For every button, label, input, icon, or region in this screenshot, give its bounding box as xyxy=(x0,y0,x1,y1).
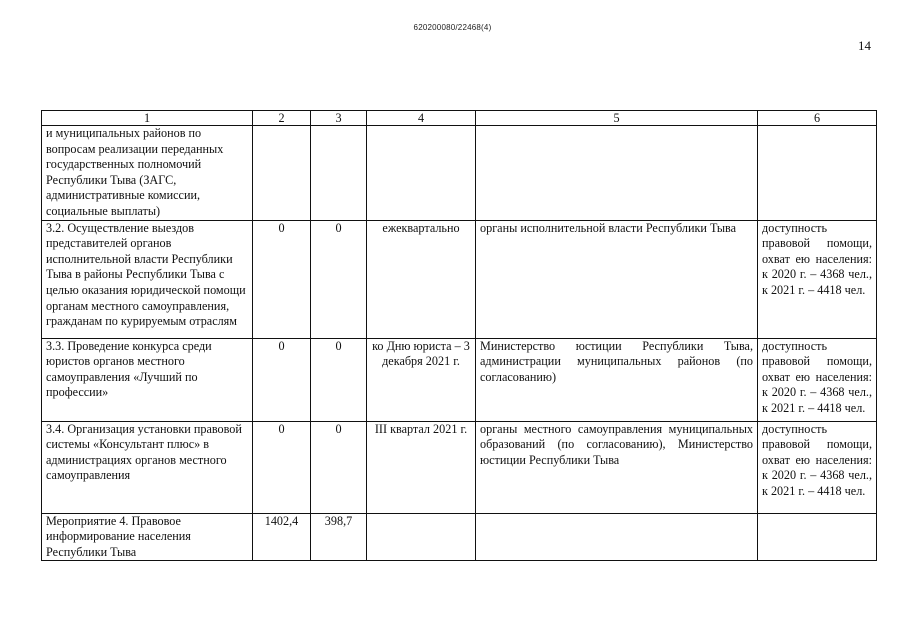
responsible-cell: органы исполнительной власти Республики Тыва xyxy=(476,220,758,338)
column-header-1: 1 xyxy=(42,111,253,126)
deadline-cell: ко Дню юриста – 3 декабря 2021 г. xyxy=(367,338,476,421)
deadline-cell: III квартал 2021 г. xyxy=(367,421,476,513)
value-2020-cell: 1402,4 xyxy=(253,513,311,561)
responsible-cell: Министерство юстиции Республики Тыва, администрации муниципальных районов (по согласованию) xyxy=(476,338,758,421)
responsible-cell xyxy=(476,513,758,561)
table-row xyxy=(42,513,877,561)
table-row xyxy=(42,126,877,221)
result-cell xyxy=(758,513,877,561)
table-header-row xyxy=(42,111,877,126)
column-header-6: 6 xyxy=(758,111,877,126)
document-id: 620200080/22468(4) xyxy=(413,23,492,32)
deadline-cell xyxy=(367,513,476,561)
table-row xyxy=(42,421,877,513)
responsible-cell: органы местного самоуправления муниципальных образований (по согласованию), Министерство юстиции Республики Тыва xyxy=(476,421,758,513)
column-header-3: 3 xyxy=(311,111,367,126)
measure-name-cell: и муниципальных районов по вопросам реализации переданных государственных полномочий Республики Тыва (ЗАГС, административные комиссии, социальные выплаты) xyxy=(42,126,253,221)
table-row xyxy=(42,220,877,338)
value-2021-cell: 0 xyxy=(311,220,367,338)
result-cell: доступность правовой помощи, охват ею населения: к 2020 г. – 4368 чел., к 2021 г. – 4418 чел. xyxy=(758,338,877,421)
value-2020-cell: 0 xyxy=(253,220,311,338)
value-2020-cell: 0 xyxy=(253,421,311,513)
deadline-cell: ежеквартально xyxy=(367,220,476,338)
value-2021-cell xyxy=(311,126,367,221)
column-header-4: 4 xyxy=(367,111,476,126)
result-cell xyxy=(758,126,877,221)
column-header-2: 2 xyxy=(253,111,311,126)
measure-name-cell: Мероприятие 4. Правовое информирование населения Республики Тыва xyxy=(42,513,253,561)
page-number: 14 xyxy=(858,38,871,53)
measures-table xyxy=(41,110,877,561)
measure-name-cell: 3.4. Организация установки правовой системы «Консультант плюс» в администрациях органов местного самоуправления xyxy=(42,421,253,513)
result-cell: доступность правовой помощи, охват ею населения: к 2020 г. – 4368 чел., к 2021 г. – 4418 чел. xyxy=(758,421,877,513)
result-cell: доступность правовой помощи, охват ею населения: к 2020 г. – 4368 чел., к 2021 г. – 4418 чел. xyxy=(758,220,877,338)
measure-name-cell: 3.2. Осуществление выездов представителей органов исполнительной власти Республики Тыва в районы Республики Тыва с целью оказания юридической помощи органам местного самоуправления, гражданам по курируемым отраслям xyxy=(42,220,253,338)
table-row xyxy=(42,338,877,421)
measure-name-cell: 3.3. Проведение конкурса среди юристов органов местного самоуправления «Лучший по профессии» xyxy=(42,338,253,421)
deadline-cell xyxy=(367,126,476,221)
value-2021-cell: 398,7 xyxy=(311,513,367,561)
column-header-5: 5 xyxy=(476,111,758,126)
value-2021-cell: 0 xyxy=(311,421,367,513)
value-2021-cell: 0 xyxy=(311,338,367,421)
value-2020-cell xyxy=(253,126,311,221)
responsible-cell xyxy=(476,126,758,221)
value-2020-cell: 0 xyxy=(253,338,311,421)
